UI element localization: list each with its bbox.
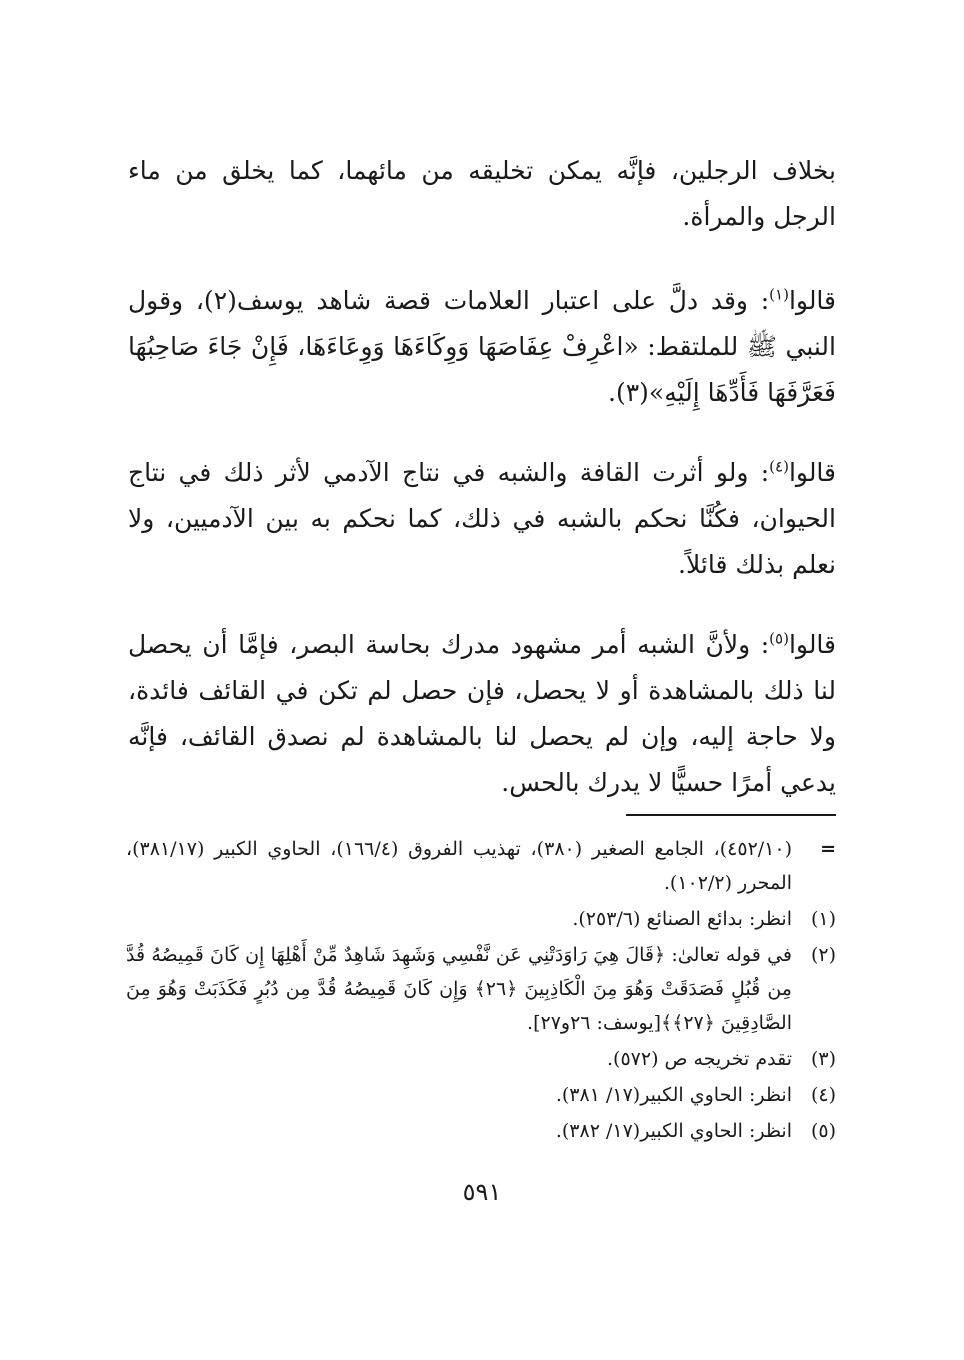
footnote-marker: (١) — [810, 908, 836, 930]
footnotes — [126, 832, 836, 1150]
footnote-4 — [126, 1078, 836, 1112]
footnote-ref-4: (٤) — [769, 457, 789, 476]
paragraph-4-lead: قالوا — [788, 630, 836, 659]
paragraph-3 — [128, 450, 836, 588]
footnote-ref-5: (٥) — [769, 629, 789, 648]
footnote-continued — [126, 832, 836, 900]
footnote-text: في قوله تعالىٰ: ﴿قَالَ هِيَ رَاوَدَتْنِي عَن نَّفْسِي وَشَهِدَ شَاهِدٌ مِّنْ أَهْلِهَا إِن كَانَ قَمِيصُهُ قُدَّ مِن قُبُلٍ فَصَدَقَتْ وَهُوَ مِنَ الْكَاذِبِينَ ﴿٢٦﴾ وَإِن كَانَ قَمِيصُهُ قُدَّ مِن دُبُرٍ فَكَذَبَتْ وَهُوَ مِنَ الصَّادِقِينَ ﴿٢٧﴾﴾[يوسف: ٢٦و٢٧]. — [126, 944, 792, 1034]
footnote-text: انظر: الحاوي الكبير(١٧/ ٣٨١). — [555, 1084, 792, 1106]
footnote-text: انظر: الحاوي الكبير(١٧/ ٣٨٢). — [555, 1120, 792, 1142]
paragraph-3-lead: قالوا — [788, 458, 836, 487]
footnote-marker: (٥) — [810, 1120, 836, 1142]
footnote-marker: (٤) — [810, 1084, 836, 1106]
footnote-2 — [126, 938, 836, 1040]
footnote-text: تقدم تخريجه ص (٥٧٢). — [607, 1048, 792, 1070]
paragraph-4 — [128, 622, 836, 806]
paragraph-1-body: بخلاف الرجلين، فإنَّه يمكن تخليقه من مائهما، كما يخلق من ماء الرجل والمرأة. — [128, 156, 836, 231]
footnote-marker: (٣) — [810, 1048, 836, 1070]
footnote-marker: = — [820, 838, 836, 860]
footnote-5 — [126, 1114, 836, 1148]
paragraph-3-body: : ولو أثرت القافة والشبه في نتاج الآدمي لأثر ذلك في نتاج الحيوان، فكُنَّا نحكم بالشبه في ذلك، كما نحكم به بين الآدميين، ولا نعلم بذلك قائلاً. — [128, 458, 836, 579]
paragraph-1 — [128, 148, 836, 240]
footnote-separator — [626, 814, 836, 816]
page-number: ٥٩١ — [462, 1178, 502, 1206]
paragraph-2 — [128, 278, 836, 416]
paragraph-2-body: : وقد دلَّ على اعتبار العلامات قصة شاهد يوسف(٢)، وقول النبي ﷺ للملتقط: «اعْرِفْ عِفَاصَهَا وَوِكَاءَهَا وَوِعَاءَهَا، فَإِنْ جَاءَ صَاحِبُهَا فَعَرَّفَهَا فَأَدِّهَا إِلَيْهِ»(٣). — [128, 286, 836, 407]
footnote-marker: (٢) — [810, 944, 836, 966]
footnote-text: (٤٥٢/١٠)، الجامع الصغير (٣٨٠)، تهذيب الفروق (١٦٦/٤)، الحاوي الكبير (٣٨١/١٧)، المحرر (١٠٢/٢). — [126, 838, 793, 894]
main-text — [128, 148, 836, 840]
footnote-1 — [126, 902, 836, 936]
paragraph-4-body: : ولأنَّ الشبه أمر مشهود مدرك بحاسة البصر، فإمَّا أن يحصل لنا ذلك بالمشاهدة أو لا يحصل، فإن حصل لم تكن في القائف فائدة، ولا حاجة إليه، وإن لم يحصل لنا بالمشاهدة لم نصدق القائف، فإنَّه يدعي أمرًا حسيًّا لا يدرك بالحس. — [128, 630, 836, 797]
footnote-ref-1: (١) — [769, 285, 789, 304]
paragraph-2-lead: قالوا — [788, 286, 836, 315]
footnote-text: انظر: بدائع الصنائع (٢٥٣/٦). — [572, 908, 792, 930]
footnote-3 — [126, 1042, 836, 1076]
